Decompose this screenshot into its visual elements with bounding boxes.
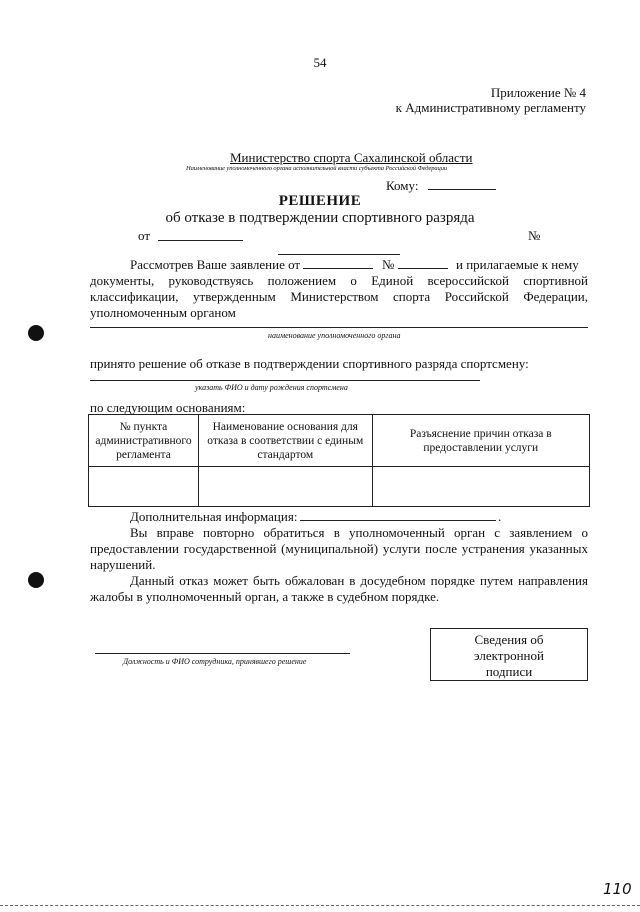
- additional-info-label: Дополнительная информация:: [130, 509, 298, 524]
- document-title: РЕШЕНИЕ: [278, 193, 362, 209]
- para1-line1a: Рассмотрев Ваше заявление от: [130, 257, 301, 272]
- signature-caption: Должность и ФИО сотрудника, принявшего решение: [123, 657, 307, 666]
- table-header-row: [89, 415, 590, 467]
- para3-line1: Данный отказ может быть обжалован в досудебном порядке путем направления: [130, 573, 588, 588]
- table-header-cell: № пункта административного регламента: [89, 415, 199, 467]
- additional-info-line: [300, 520, 496, 521]
- document-subtitle: об отказе в подтверждении спортивного разряда: [165, 210, 475, 226]
- para2-line2: предоставлении государственной (муниципальной) услуги после устранения указанных: [90, 541, 588, 556]
- para2-line3: нарушений.: [90, 557, 156, 572]
- recipient-label: Кому:: [386, 178, 419, 193]
- athlete-caption: указать ФИО и дату рождения спортсмена: [195, 383, 348, 392]
- recipient-line: [428, 189, 496, 190]
- grounds-label: по следующим основаниям:: [90, 400, 246, 415]
- page-number: 54: [313, 55, 327, 70]
- table-header-cell: Наименование основания для отказа в соответствии с единым стандартом: [198, 415, 372, 467]
- ministry-name: Министерство спорта Сахалинской области: [230, 150, 473, 165]
- para1-line2: документы, руководствуясь положением о Единой всероссийской спортивной: [90, 273, 588, 288]
- esign-box: [430, 628, 588, 681]
- organ-caption: наименование уполномоченного органа: [268, 331, 401, 340]
- appendix-line-2: к Административному регламенту: [395, 100, 586, 115]
- grounds-table: [88, 414, 590, 507]
- para3-line2: жалобы в уполномоченный орган, а также в судебном порядке.: [90, 589, 440, 604]
- signature-line: [95, 653, 350, 654]
- para1-line4: уполномоченным органом: [90, 305, 236, 320]
- date-line: [158, 240, 243, 241]
- table-cell[interactable]: [372, 467, 589, 507]
- esign-line-2: электронной: [474, 648, 544, 663]
- table-cell[interactable]: [89, 467, 199, 507]
- para1-line1b: №: [382, 257, 395, 272]
- scan-edge: [0, 905, 640, 906]
- number-line: [278, 254, 400, 255]
- athlete-line: [90, 380, 480, 381]
- application-number-line: [398, 268, 448, 269]
- para2-line1: Вы вправе повторно обратиться в уполномоченный орган с заявлением о: [130, 525, 588, 540]
- esign-line-3: подписи: [485, 664, 533, 679]
- additional-info-end: .: [498, 509, 502, 524]
- date-prefix: от: [138, 228, 151, 243]
- punch-hole: [28, 572, 44, 588]
- para1-line1c: и прилагаемые к нему: [456, 257, 579, 272]
- handwritten-page-number: 110: [603, 880, 632, 898]
- ministry-caption: Наименование уполномоченного органа исполнительной власти субъекта Российской Федерации: [186, 165, 447, 172]
- table-row: [89, 467, 590, 507]
- appendix-line-1: Приложение № 4: [490, 85, 586, 100]
- number-label: №: [528, 228, 541, 243]
- table-cell[interactable]: [198, 467, 372, 507]
- para1-line3: классификации, утвержденным Министерством спорта Российской Федерации,: [90, 289, 588, 304]
- esign-line-1: Сведения об: [474, 632, 544, 647]
- application-date-line: [303, 268, 373, 269]
- punch-hole: [28, 325, 44, 341]
- table-header-cell: Разъяснение причин отказа в предоставлении услуги: [372, 415, 589, 467]
- organ-line: [90, 327, 588, 328]
- decision-text: принято решение об отказе в подтверждении спортивного разряда спортсмену:: [90, 356, 529, 371]
